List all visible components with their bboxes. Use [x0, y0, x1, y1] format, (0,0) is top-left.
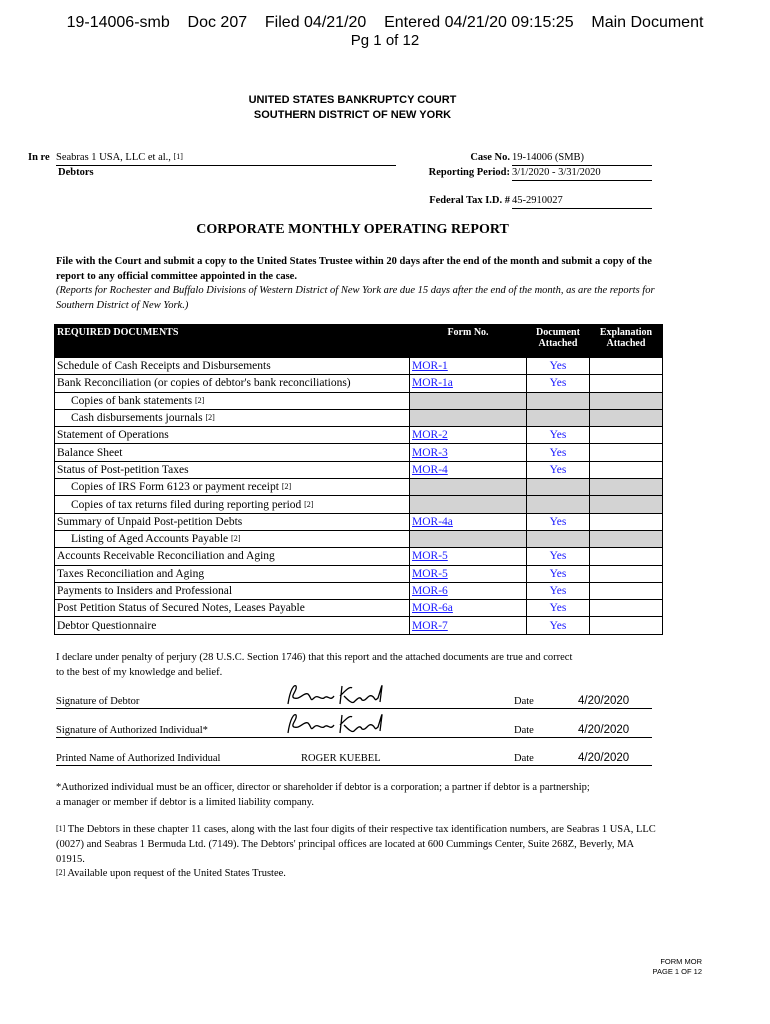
signature-debtor-label: Signature of Debtor: [56, 696, 140, 707]
table-row: [55, 479, 663, 496]
form-name: FORM MOR: [660, 957, 702, 966]
reporting-period-label: Reporting Period:: [428, 167, 510, 178]
document-name: [55, 513, 410, 530]
filing-header: 19-14006-smb Doc 207 Filed 04/21/20 Entered 04/21/20 09:15:25 Main Document: [66, 14, 704, 31]
court-name: UNITED STATES BANKRUPTCY COURT: [248, 94, 457, 106]
footnote-1-mark: [1]: [56, 824, 66, 833]
form-link[interactable]: MOR-7: [412, 619, 448, 632]
explanation-attached: [590, 392, 663, 409]
debtor-footnote-mark: [1]: [173, 152, 183, 161]
date-value: 4/20/2020: [578, 724, 630, 736]
attached-value: Yes: [549, 446, 567, 459]
document-name: [55, 600, 410, 617]
document-attached: [527, 496, 590, 513]
document-label: Schedule of Cash Receipts and Disbursements: [57, 360, 271, 373]
explanation-attached: [590, 479, 663, 496]
footnote-1-text: The Debtors in these chapter 11 cases, along with the last four digits of their respective tax identification numbers, are Seabras 1 USA, LLC (0027) and Seabras 1 Bermuda Ltd. (7149). The Debtors' principal offices are located at 600 Cummings Center, Suite 268Z, Beverly, MA 01915.: [56, 824, 656, 865]
attached-value: Yes: [549, 377, 567, 390]
attached-value: Yes: [549, 515, 567, 528]
document-attached: [527, 617, 590, 634]
authorized-signature: [282, 709, 392, 739]
document-name: [55, 461, 410, 478]
form-number: [410, 358, 527, 375]
footnote-1: [56, 821, 656, 867]
debtors-label: Debtors: [58, 167, 94, 178]
attached-value: Yes: [549, 463, 567, 476]
table-row: [55, 513, 663, 530]
date-label: Date: [514, 696, 534, 707]
form-link[interactable]: MOR-5: [412, 567, 448, 580]
form-link[interactable]: MOR-5: [412, 550, 448, 563]
explanation-attached: [590, 358, 663, 375]
table-row: [55, 565, 663, 582]
table-row: [55, 427, 663, 444]
in-re-label: In re: [28, 152, 50, 163]
document-label: Cash disbursements journals: [71, 412, 203, 425]
explanation-attached: [590, 548, 663, 565]
table-row: [55, 409, 663, 426]
attached-value: Yes: [549, 360, 567, 373]
document-attached: [527, 479, 590, 496]
case-no-label: Case No.: [470, 152, 510, 163]
case-no-value: 19-14006 (SMB): [512, 152, 652, 166]
signature-authorized-label: Signature of Authorized Individual*: [56, 725, 208, 736]
authorized-individual-note: *Authorized individual must be an officer, director or shareholder if debtor is a corporation; a partner if debtor is a partnership; a manager or member if debtor is a limited liability company.: [56, 782, 590, 808]
footnote-2: [56, 865, 656, 881]
form-number: [410, 548, 527, 565]
document-label: Debtor Questionnaire: [57, 619, 157, 632]
document-attached: [527, 582, 590, 599]
form-number: [410, 461, 527, 478]
document-attached: [527, 600, 590, 617]
attached-value: Yes: [549, 429, 567, 442]
form-page: PAGE 1 OF 12: [652, 967, 702, 976]
document-label: Taxes Reconciliation and Aging: [57, 567, 205, 580]
form-link[interactable]: MOR-6: [412, 585, 448, 597]
header-form-no: Form No.: [410, 325, 527, 358]
table-row: [55, 530, 663, 547]
table-row: [55, 375, 663, 392]
table-row: [55, 582, 663, 599]
attached-value: Yes: [549, 619, 567, 632]
document-attached: [527, 358, 590, 375]
explanation-attached: [590, 496, 663, 513]
document-name: [55, 375, 410, 392]
attached-value: Yes: [549, 550, 567, 563]
document-label: Statement of Operations: [57, 429, 169, 442]
printed-name-value: ROGER KUEBEL: [301, 753, 381, 764]
document-name: [55, 409, 410, 426]
table-row: [55, 617, 663, 634]
document-attached: [527, 375, 590, 392]
document-name: [55, 582, 410, 599]
footnote-mark: [2]: [281, 482, 292, 492]
form-link[interactable]: MOR-6a: [412, 602, 453, 615]
document-label: Payments to Insiders and Professional: [57, 585, 233, 597]
form-number: [410, 444, 527, 461]
document-label: Copies of tax returns filed during reporting period: [71, 498, 302, 511]
form-number: [410, 617, 527, 634]
document-label: Copies of bank statements: [71, 394, 193, 407]
explanation-attached: [590, 409, 663, 426]
document-attached: [527, 530, 590, 547]
footnote-mark: [2]: [231, 534, 241, 544]
header-document-attached: Document Attached: [527, 325, 590, 358]
table-row: [55, 496, 663, 513]
footnote-mark: [2]: [304, 499, 314, 509]
footnote-2-mark: [2]: [56, 868, 66, 877]
table-row: [55, 444, 663, 461]
document-name: [55, 392, 410, 409]
debtor-name-field: [56, 152, 396, 166]
document-attached: [527, 565, 590, 582]
explanation-attached: [590, 461, 663, 478]
report-title: CORPORATE MONTHLY OPERATING REPORT: [196, 222, 509, 237]
explanation-attached: [590, 427, 663, 444]
header-required-documents: REQUIRED DOCUMENTS: [55, 325, 410, 358]
court-district: SOUTHERN DISTRICT OF NEW YORK: [253, 109, 452, 121]
form-number: [410, 496, 527, 513]
form-number: [410, 530, 527, 547]
document-attached: [527, 409, 590, 426]
document-label: Accounts Receivable Reconciliation and Aging: [57, 550, 275, 563]
document-name: [55, 427, 410, 444]
tax-id-value: 45-2910027: [512, 195, 652, 209]
form-number: [410, 409, 527, 426]
document-attached: [527, 548, 590, 565]
attached-value: Yes: [549, 585, 567, 597]
filing-instructions: File with the Court and submit a copy to the United States Trustee within 20 days after the end of the month and submit a copy of the report to any official committee appointed in the case.: [56, 256, 652, 282]
footnote-2-text: Available upon request of the United States Trustee.: [67, 868, 286, 879]
table-header-row: [55, 325, 663, 358]
perjury-declaration: I declare under penalty of perjury (28 U.S.C. Section 1746) that this report and the attached documents are true and correct to the best of my knowledge and belief.: [56, 652, 573, 678]
debtor-signature: [282, 680, 392, 710]
date-label: Date: [514, 725, 534, 736]
form-link[interactable]: MOR-1a: [412, 377, 453, 390]
document-label: Listing of Aged Accounts Payable: [71, 533, 229, 546]
form-link[interactable]: MOR-4a: [412, 515, 453, 528]
date-value: 4/20/2020: [578, 695, 630, 707]
table-row: [55, 548, 663, 565]
document-label: Post Petition Status of Secured Notes, Leases Payable: [57, 602, 305, 615]
form-number: [410, 600, 527, 617]
form-link[interactable]: MOR-3: [412, 446, 448, 459]
required-documents-table: [54, 324, 663, 635]
date-label: Date: [514, 753, 534, 764]
reporting-period-value: 3/1/2020 - 3/31/2020: [512, 167, 652, 181]
document-attached: [527, 392, 590, 409]
tax-id-label: Federal Tax I.D. #: [429, 195, 510, 206]
date-value: 4/20/2020: [578, 752, 630, 764]
document-name: [55, 358, 410, 375]
form-number: [410, 392, 527, 409]
form-number: [410, 479, 527, 496]
document-label: Balance Sheet: [57, 446, 123, 459]
table-row: [55, 600, 663, 617]
form-link[interactable]: MOR-2: [412, 429, 448, 442]
explanation-attached: [590, 444, 663, 461]
document-label: Status of Post-petition Taxes: [57, 463, 189, 476]
printed-name-line: [56, 749, 652, 766]
form-identifier: [570, 957, 702, 977]
printed-name-label: Printed Name of Authorized Individual: [56, 753, 221, 764]
document-attached: [527, 444, 590, 461]
footnote-mark: [2]: [205, 413, 215, 423]
explanation-attached: [590, 513, 663, 530]
table-row: [55, 358, 663, 375]
explanation-attached: [590, 617, 663, 634]
form-number: [410, 513, 527, 530]
document-label: Copies of IRS Form 6123 or payment receipt: [71, 481, 279, 494]
debtor-name: Seabras 1 USA, LLC et al.,: [56, 152, 171, 163]
document-name: [55, 496, 410, 513]
document-name: [55, 617, 410, 634]
attached-value: Yes: [549, 567, 567, 580]
header-explanation-attached: Explanation Attached: [590, 325, 663, 358]
form-number: [410, 565, 527, 582]
document-attached: [527, 461, 590, 478]
form-number: [410, 375, 527, 392]
form-number: [410, 427, 527, 444]
document-attached: [527, 427, 590, 444]
document-attached: [527, 513, 590, 530]
form-link[interactable]: MOR-1: [412, 360, 448, 373]
page-number-header: Pg 1 of 12: [350, 32, 420, 49]
document-label: Bank Reconciliation (or copies of debtor's bank reconciliations): [57, 377, 351, 390]
explanation-attached: [590, 375, 663, 392]
attached-value: Yes: [549, 602, 567, 615]
document-name: [55, 444, 410, 461]
explanation-attached: [590, 600, 663, 617]
table-row: [55, 461, 663, 478]
explanation-attached: [590, 582, 663, 599]
signature-authorized-line: [56, 721, 652, 738]
form-number: [410, 582, 527, 599]
filing-note: (Reports for Rochester and Buffalo Divisions of Western District of New York are due 15 days after the end of the month, as are the reports for Southern District of New York.): [56, 285, 655, 311]
explanation-attached: [590, 565, 663, 582]
document-name: [55, 530, 410, 547]
document-name: [55, 565, 410, 582]
document-name: [55, 548, 410, 565]
explanation-attached: [590, 530, 663, 547]
document-name: [55, 479, 410, 496]
document-label: Summary of Unpaid Post-petition Debts: [57, 515, 243, 528]
signature-debtor-line: [56, 692, 652, 709]
table-row: [55, 392, 663, 409]
footnote-mark: [2]: [194, 395, 205, 405]
form-link[interactable]: MOR-4: [412, 463, 448, 476]
